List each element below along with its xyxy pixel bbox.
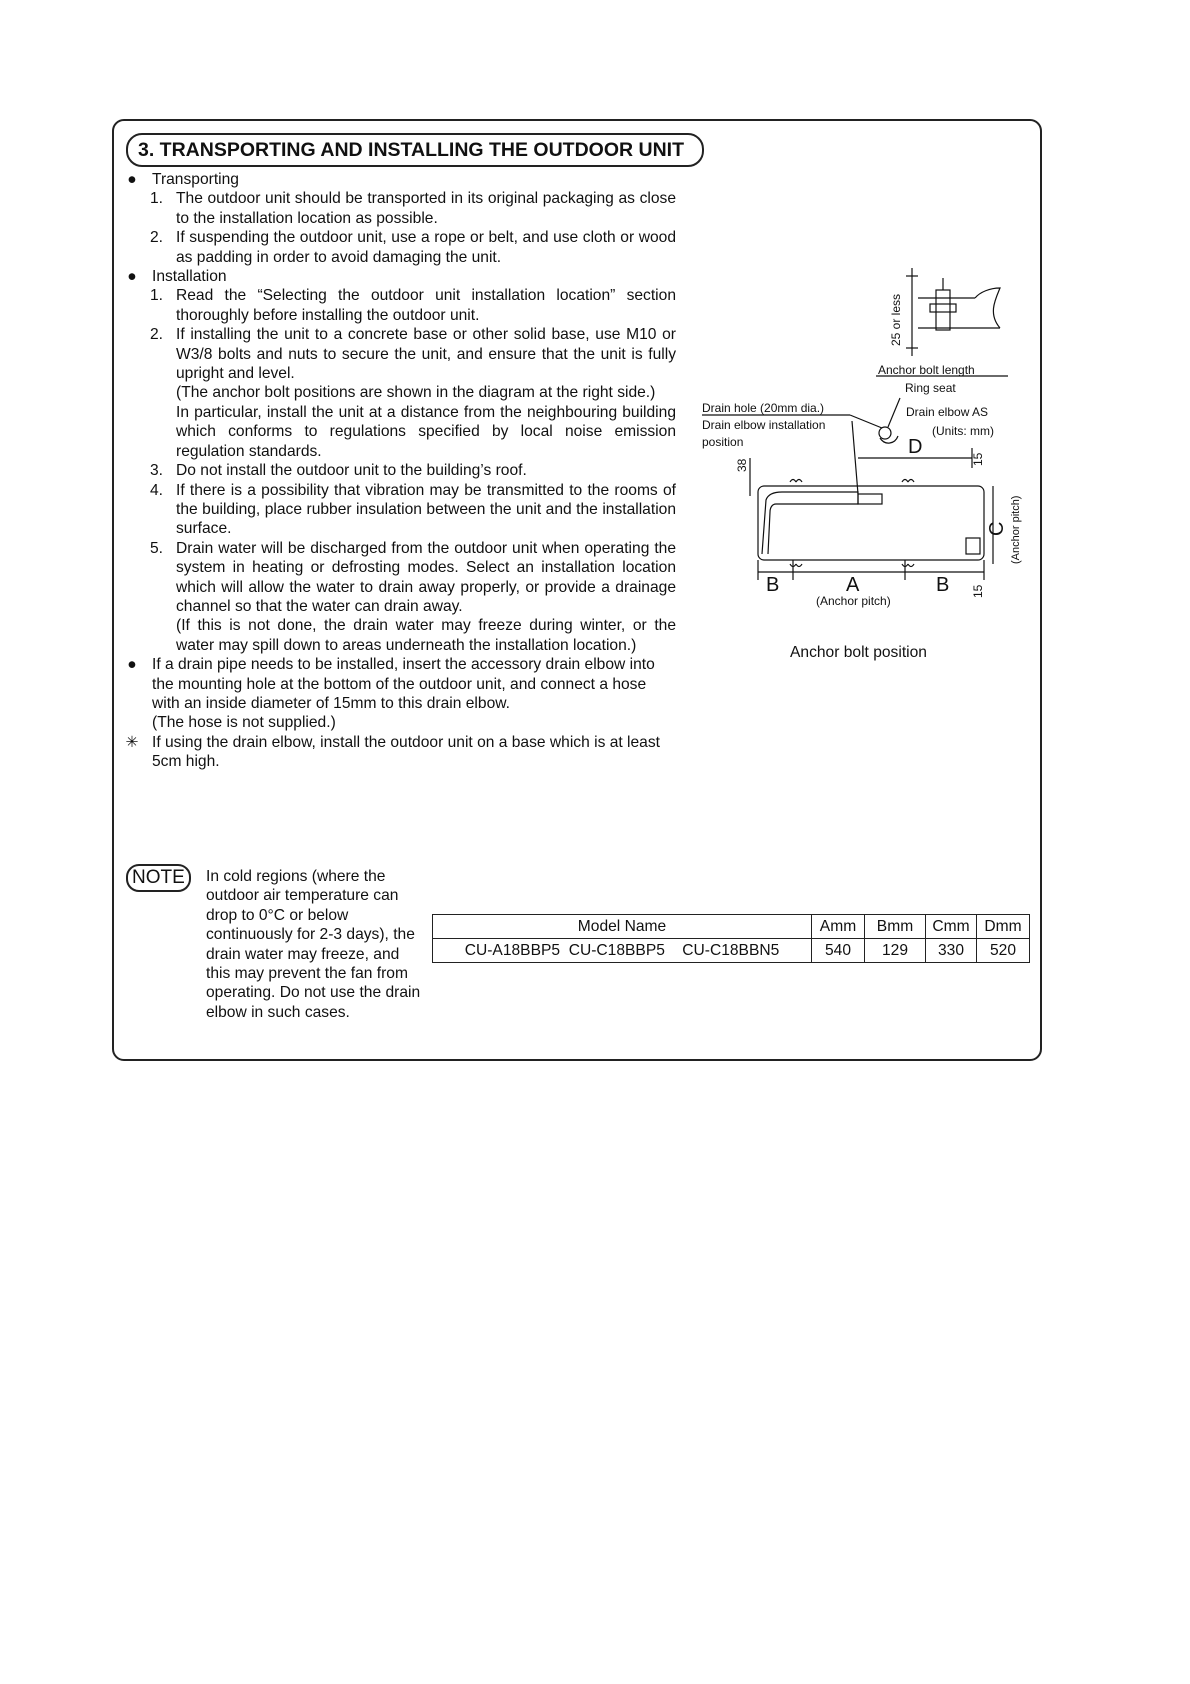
header-model-name: Model Name [433,915,812,939]
item-text: The outdoor unit should be transported in its original packaging as close to the installation location as possible. [176,190,676,227]
list-item [122,325,676,461]
anchor-bolt-length-label: Anchor bolt length [878,363,975,377]
drain-elbow-label: Drain elbow AS [906,405,989,419]
bolt-max-label: 25 or less [889,293,903,346]
header-b: Bmm [865,915,926,939]
dimension-15-bottom-label: 15 [971,584,985,598]
bullet-dot-icon: ● [127,268,137,286]
drain-pipe-note: (The hose is not supplied.) [152,714,336,732]
dimension-b-right-label: B [936,574,950,596]
item-text: Do not install the outdoor unit to the building’s roof. [176,462,527,480]
anchor-pitch-horizontal-label: (Anchor pitch) [816,594,891,608]
model-dimensions-table [432,914,1030,963]
list-item [122,189,676,228]
transporting-heading: Transporting [152,171,239,188]
cell-b: 129 [865,939,926,963]
dimension-38-label: 38 [735,458,749,472]
dimension-15-top-label: 15 [971,452,985,466]
anchor-bolt-diagram [700,268,1020,608]
cell-model: CU-A18BBP5 CU-C18BBP5 CU-C18BBN5 [433,939,812,963]
header-d: Dmm [977,915,1030,939]
item-note: (The anchor bolt positions are shown in the diagram at the right side.) [176,384,656,402]
instructions-body [122,170,676,772]
item-text: Read the “Selecting the outdoor unit installation location” section thoroughly before installing the outdoor unit. [176,287,676,324]
drain-hole-label: Drain hole (20mm dia.) [702,401,825,415]
dimension-a-label: A [846,574,860,596]
item-number: 4. [150,481,164,499]
bullet-dot-icon: ● [127,171,137,188]
section-title: 3. TRANSPORTING AND INSTALLING THE OUTDOOR UNIT [126,133,704,167]
item-extra: In particular, install the unit at a distance from the neighbouring building which conforms to regulations specified by local noise emission regulation standards. [176,403,676,460]
item-text: If installing the unit to a concrete base or other solid base, use M10 or W3/8 bolts and nuts to secure the unit, and ensure that the unit is fully upright and level. [176,326,676,383]
bullet-drain-pipe [122,655,676,733]
list-item [122,481,676,539]
dimension-c-label: C [986,521,1008,536]
drain-elbow-icon [879,427,891,439]
list-item [122,461,676,480]
item-note: (If this is not done, the drain water may freeze during winter, or the water may spill down to areas underneath the installation location.) [176,617,676,654]
cell-c: 330 [926,939,977,963]
item-number: 2. [150,326,164,344]
item-number: 5. [150,539,164,557]
item-number: 3. [150,462,164,480]
item-number: 1. [150,190,164,208]
list-item [122,286,676,325]
bullet-dot-icon: ● [127,656,137,674]
bullet-base-note [122,733,676,772]
bullet-transporting [122,170,676,189]
header-c: Cmm [926,915,977,939]
note-text: In cold regions (where the outdoor air temperature can drop to 0°C or below continuously for 2-3 days), the drain water may freeze, and this may prevent the fan from operating. Do not use the drain elbow in such cases. [206,868,421,1021]
anchor-pitch-vertical-label: (Anchor pitch) [1010,495,1022,564]
item-text: Drain water will be discharged from the outdoor unit when operating the system in heating or defrosting modes. Select an installation location which will allow the water to drain away properly, or provide a drainage channel so that the water can drain away. [176,539,676,615]
dimension-b-left-label: B [766,574,780,596]
drain-pipe-text: If a drain pipe needs to be installed, insert the accessory drain elbow into the mounting hole at the bottom of the outdoor unit, and connect a hose with an inside diameter of 15mm to this drain elbow. [152,656,655,712]
note-label: NOTE [126,864,191,892]
table-header-row [433,915,1030,939]
bullet-installation [122,267,676,286]
installation-heading: Installation [152,268,227,286]
header-a: Amm [812,915,865,939]
cell-d: 520 [977,939,1030,963]
ring-seat-label: Ring seat [905,381,956,395]
asterisk-icon: ✳ [125,733,139,751]
outdoor-unit-outline [758,486,984,560]
bolt-detail [906,268,1000,356]
drain-elbow-pos-label-1: Drain elbow installation [702,418,826,432]
base-note-text: If using the drain elbow, install the outdoor unit on a base which is at least 5cm high. [152,733,660,771]
item-number: 1. [150,287,164,305]
diagram-caption: Anchor bolt position [790,644,927,661]
item-text: If suspending the outdoor unit, use a rope or belt, and use cloth or wood as padding in order to avoid damaging the unit. [176,229,676,266]
cell-a: 540 [812,939,865,963]
list-item [122,539,676,655]
units-label: (Units: mm) [932,424,994,438]
table-row [433,939,1030,963]
dimension-d-label: D [908,436,923,458]
item-number: 2. [150,229,164,247]
list-item [122,228,676,267]
drain-elbow-pos-label-2: position [702,435,744,449]
item-text: If there is a possibility that vibration may be transmitted to the rooms of the building, place rubber insulation between the unit and the installation surface. [176,481,676,538]
